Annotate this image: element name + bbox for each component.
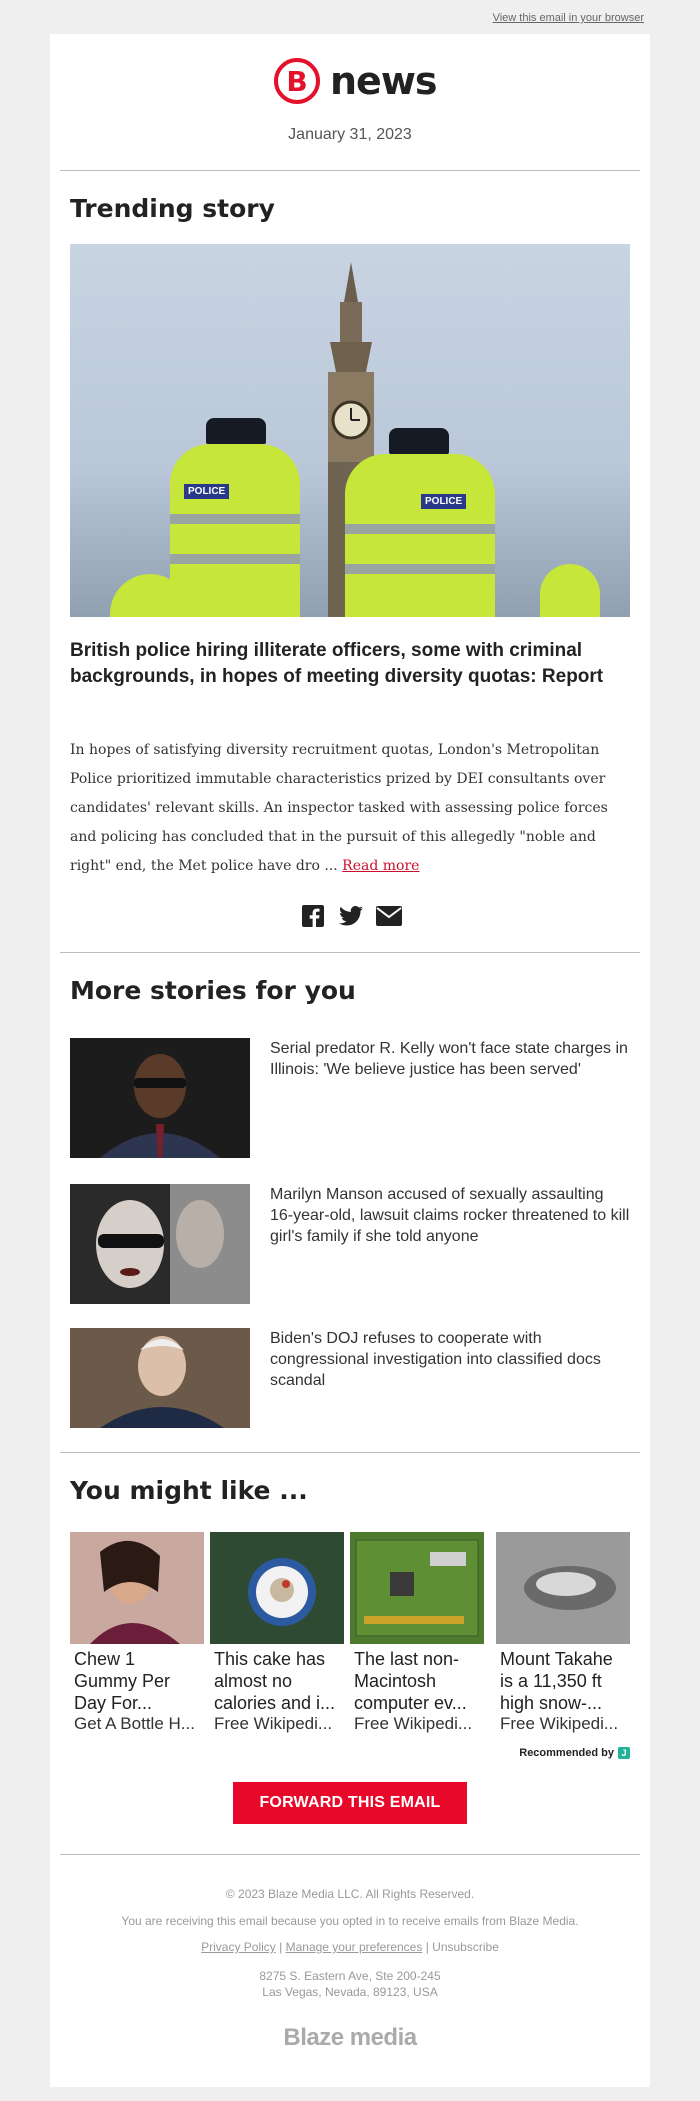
story-thumbnail[interactable] (70, 1184, 250, 1304)
unsubscribe-link[interactable]: Unsubscribe (432, 1940, 499, 1954)
recommendation-card[interactable] (70, 1532, 204, 1734)
story-title[interactable]: Serial predator R. Kelly won't face state charges in Illinois: 'We believe justice has been served' (270, 1040, 628, 1078)
trending-summary (70, 736, 630, 881)
recommender-logo-icon: J (618, 1747, 630, 1759)
share-bar (300, 904, 402, 928)
email-icon[interactable] (376, 904, 402, 928)
story-item[interactable] (70, 1038, 630, 1158)
link-separator: | (279, 1940, 283, 1954)
recommended-by-label: Recommended by (519, 1747, 614, 1759)
top-bar (0, 0, 700, 34)
you-might-like-section-title: You might like ... (70, 1476, 308, 1505)
privacy-policy-link[interactable]: Privacy Policy (201, 1940, 276, 1954)
story-title[interactable]: Biden's DOJ refuses to cooperate with congressional investigation into classified docs scandal (270, 1330, 601, 1389)
email-header (50, 34, 650, 170)
trending-headline[interactable]: British police hiring illiterate officers, some with criminal backgrounds, in hopes of meeting diversity quotas: Report (70, 640, 604, 687)
link-separator: | (425, 1940, 429, 1954)
story-title[interactable]: Marilyn Manson accused of sexually assaulting 16-year-old, lawsuit claims rocker threatened to kill girl's family if she told anyone (270, 1186, 630, 1245)
recommendation-title[interactable]: This cake has almost no calories and i... (214, 1649, 336, 1713)
blaze-news-logo[interactable] (274, 54, 437, 108)
trending-section-title: Trending story (70, 194, 275, 223)
divider (60, 1854, 640, 1855)
recommendation-image[interactable] (350, 1532, 484, 1644)
manage-preferences-link[interactable]: Manage your preferences (285, 1940, 423, 1954)
divider (60, 170, 640, 171)
recommendation-source: Free Wikipedi... (354, 1714, 473, 1733)
story-thumbnail[interactable] (70, 1328, 250, 1428)
logo-wordmark: news (330, 59, 437, 103)
blaze-media-logo[interactable]: Blaze media (283, 2024, 417, 2051)
recommendation-image[interactable] (496, 1532, 630, 1644)
recommendation-title[interactable]: Chew 1 Gummy Per Day For... (74, 1649, 171, 1713)
recommendation-card[interactable] (210, 1532, 344, 1734)
recommendation-source: Free Wikipedi... (214, 1714, 333, 1733)
officer-figure-left: POLICE (170, 444, 300, 617)
footer-address-line1: 8275 S. Eastern Ave, Ste 200-245 (259, 1969, 441, 1983)
issue-date: January 31, 2023 (288, 126, 412, 143)
officer-figure-right: POLICE (345, 454, 495, 617)
story-item[interactable] (70, 1328, 630, 1428)
read-more-link[interactable]: Read more (342, 858, 420, 874)
facebook-icon[interactable] (300, 904, 326, 928)
divider (60, 952, 640, 953)
more-stories-section-title: More stories for you (70, 976, 356, 1005)
recommended-by[interactable] (519, 1747, 630, 1759)
twitter-icon[interactable] (338, 904, 364, 928)
footer-opt-in: You are receiving this email because you opted in to receive emails from Blaze Media. (121, 1914, 579, 1928)
summary-text: In hopes of satisfying diversity recruitment quotas, London's Metropolitan Police prioritized immutable characteristics prized by DEI consultants over candidates' relevant skills. An inspector tasked with assessing police forces and policing has concluded that in the pursuit of this allegedly "noble and right" end, the Met police have dro ... (70, 742, 608, 874)
recommendation-source: Get A Bottle H... (74, 1714, 195, 1733)
forward-email-button[interactable]: FORWARD THIS EMAIL (233, 1782, 467, 1824)
footer-address-line2: Las Vegas, Nevada, 89123, USA (262, 1985, 438, 1999)
recommendation-image[interactable] (210, 1532, 344, 1644)
footer-links (50, 1940, 650, 1954)
email-card (50, 34, 650, 2087)
trending-hero-image[interactable] (70, 244, 630, 617)
officer-figure-far (540, 564, 600, 617)
blaze-logo-icon: B (274, 58, 320, 104)
story-item[interactable] (70, 1184, 630, 1304)
recommendation-image[interactable] (70, 1532, 204, 1644)
recommendation-source: Free Wikipedi... (500, 1714, 619, 1733)
footer-copyright: © 2023 Blaze Media LLC. All Rights Reserved. (225, 1887, 475, 1901)
story-thumbnail[interactable] (70, 1038, 250, 1158)
view-in-browser-link[interactable]: View this email in your browser (492, 12, 644, 24)
recommendation-card[interactable] (350, 1532, 484, 1734)
recommendation-title[interactable]: Mount Takahe is a 11,350 ft high snow-... (500, 1649, 613, 1713)
recommendation-card[interactable] (496, 1532, 630, 1734)
divider (60, 1452, 640, 1453)
recommendation-title[interactable]: The last non-Macintosh computer ev... (354, 1649, 467, 1713)
